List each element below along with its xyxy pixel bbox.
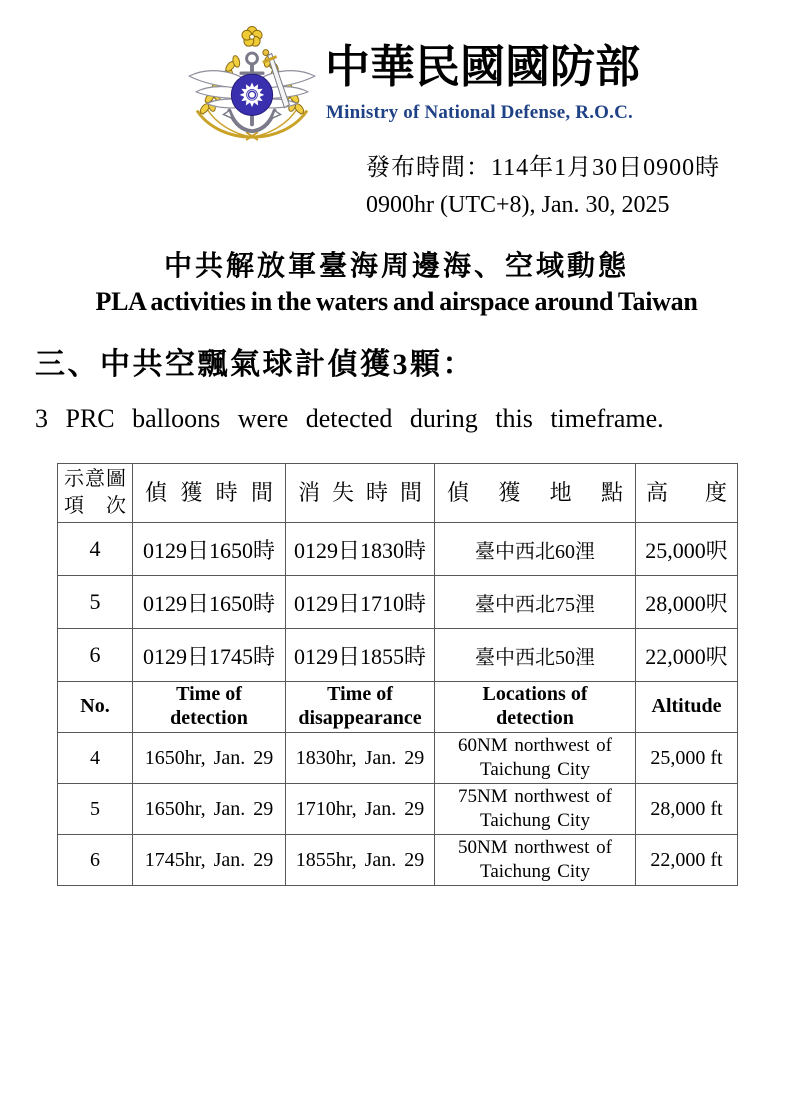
cell-altitude: 25,000 ft — [636, 733, 738, 784]
release-time-en: 0900hr (UTC+8), Jan. 30, 2025 — [366, 192, 670, 218]
release-time-zh: 發布時間：114年1月30日0900時 — [366, 155, 721, 181]
table-row-zh — [58, 576, 738, 629]
release-time-block — [366, 150, 720, 224]
cell-disappearance-time: 1855hr, Jan. 29 — [286, 835, 435, 886]
org-name-zh: 中華民國國防部 — [325, 42, 641, 92]
header-altitude-zh: 高 度 — [636, 464, 738, 523]
cell-location: 50NM northwest of Taichung City — [435, 835, 636, 886]
cell-detection-time: 0129日1650時 — [133, 576, 286, 629]
cell-no: 5 — [58, 576, 133, 629]
cell-disappearance-time: 0129日1830時 — [286, 523, 435, 576]
section-heading-zh: 三、中共空飄氣球計偵獲3顆： — [35, 348, 475, 381]
table-header-row-en — [58, 682, 738, 733]
table-row-en — [58, 835, 738, 886]
cell-detection-time: 1650hr, Jan. 29 — [133, 784, 286, 835]
header-location-en: Locations of detection — [435, 682, 636, 733]
cell-no: 6 — [58, 835, 133, 886]
cell-disappearance-time: 0129日1855時 — [286, 629, 435, 682]
cell-detection-time: 0129日1650時 — [133, 523, 286, 576]
sun-disc-icon — [231, 74, 272, 115]
document-title — [0, 244, 793, 317]
header-no-zh — [58, 464, 133, 523]
org-name-en: Ministry of National Defense, R.O.C. — [326, 102, 633, 123]
cell-no: 6 — [58, 629, 133, 682]
header-no-zh-line1: 示 意 圖 — [64, 468, 126, 490]
cell-disappearance-time: 0129日1710時 — [286, 576, 435, 629]
cell-disappearance-time: 1830hr, Jan. 29 — [286, 733, 435, 784]
table-row-zh — [58, 629, 738, 682]
cell-altitude: 22,000呎 — [636, 629, 738, 682]
header-detection-time-en: Time of detection — [133, 682, 286, 733]
cell-location: 60NM northwest of Taichung City — [435, 733, 636, 784]
cell-detection-time: 1650hr, Jan. 29 — [133, 733, 286, 784]
table-row-zh — [58, 523, 738, 576]
cell-disappearance-time: 1710hr, Jan. 29 — [286, 784, 435, 835]
table-header-row-zh — [58, 464, 738, 523]
plum-blossom-icon — [242, 26, 262, 46]
table-row-en — [58, 784, 738, 835]
mnd-emblem-logo — [183, 26, 321, 144]
balloon-table — [57, 463, 738, 886]
cell-no: 5 — [58, 784, 133, 835]
header-disappearance-time-en: Time of disappearance — [286, 682, 435, 733]
table-row-en — [58, 733, 738, 784]
cell-location: 臺中西北75浬 — [435, 576, 636, 629]
header-detection-time-zh: 偵 獲 時 間 — [133, 464, 286, 523]
header-location-zh: 偵 獲 地 點 — [435, 464, 636, 523]
cell-location: 臺中西北60浬 — [435, 523, 636, 576]
header-no-en: No. — [58, 682, 133, 733]
header-no-zh-line2: 項 次 — [64, 495, 126, 517]
cell-altitude: 28,000呎 — [636, 576, 738, 629]
doc-title-en: PLA activities in the waters and airspace around Taiwan — [95, 287, 698, 316]
header-disappearance-time-zh: 消 失 時 間 — [286, 464, 435, 523]
section-heading-en: 3 PRC balloons were detected during this timeframe. — [35, 404, 664, 433]
cell-location: 75NM northwest of Taichung City — [435, 784, 636, 835]
cell-no: 4 — [58, 523, 133, 576]
cell-altitude: 25,000呎 — [636, 523, 738, 576]
cell-altitude: 22,000 ft — [636, 835, 738, 886]
cell-no: 4 — [58, 733, 133, 784]
cell-detection-time: 0129日1745時 — [133, 629, 286, 682]
header-altitude-en: Altitude — [636, 682, 738, 733]
cell-detection-time: 1745hr, Jan. 29 — [133, 835, 286, 886]
cell-altitude: 28,000 ft — [636, 784, 738, 835]
doc-title-zh: 中共解放軍臺海周邊海、空域動態 — [163, 251, 629, 282]
cell-location: 臺中西北50浬 — [435, 629, 636, 682]
